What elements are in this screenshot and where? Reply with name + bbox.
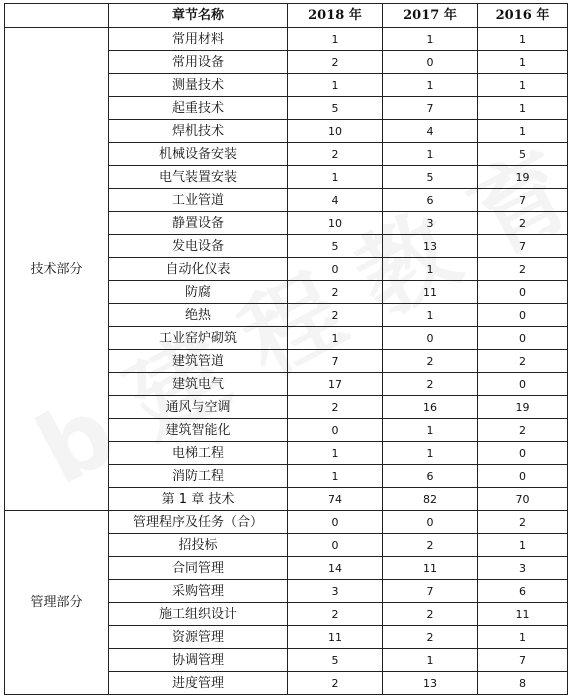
value-2016-cell: 1 [478, 626, 568, 649]
value-2018-cell: 2 [288, 304, 383, 327]
value-2017-cell: 1 [383, 258, 478, 281]
value-2017-cell: 11 [383, 557, 478, 580]
header-2016: 2016 年 [478, 4, 568, 28]
value-2016-cell: 1 [478, 28, 568, 51]
value-2017-cell: 3 [383, 212, 478, 235]
value-2016-cell: 70 [478, 488, 568, 511]
value-2018-cell: 1 [288, 28, 383, 51]
chapter-name-cell: 工业窑炉砌筑 [109, 327, 288, 350]
value-2017-cell: 2 [383, 534, 478, 557]
value-2018-cell: 10 [288, 120, 383, 143]
value-2017-cell: 82 [383, 488, 478, 511]
value-2016-cell: 6 [478, 580, 568, 603]
chapter-name-cell: 协调管理 [109, 649, 288, 672]
chapter-name-cell: 机械设备安装 [109, 143, 288, 166]
value-2016-cell: 7 [478, 235, 568, 258]
chapter-name-cell: 自动化仪表 [109, 258, 288, 281]
value-2017-cell: 1 [383, 143, 478, 166]
value-2018-cell: 14 [288, 557, 383, 580]
value-2017-cell: 0 [383, 327, 478, 350]
value-2018-cell: 74 [288, 488, 383, 511]
value-2018-cell: 10 [288, 212, 383, 235]
chapter-name-cell: 进度管理 [109, 672, 288, 695]
chapter-name-cell: 管理程序及任务（合） [109, 511, 288, 534]
value-2018-cell: 11 [288, 626, 383, 649]
value-2017-cell: 2 [383, 626, 478, 649]
chapter-name-cell: 第 1 章 技术 [109, 488, 288, 511]
value-2018-cell: 17 [288, 373, 383, 396]
value-2018-cell: 2 [288, 143, 383, 166]
chapter-name-cell: 静置设备 [109, 212, 288, 235]
chapter-name-cell: 采购管理 [109, 580, 288, 603]
value-2018-cell: 4 [288, 189, 383, 212]
value-2017-cell: 1 [383, 28, 478, 51]
value-2016-cell: 1 [478, 97, 568, 120]
chapter-name-cell: 通风与空调 [109, 396, 288, 419]
value-2017-cell: 1 [383, 304, 478, 327]
value-2018-cell: 1 [288, 442, 383, 465]
value-2017-cell: 1 [383, 442, 478, 465]
header-2017: 2017 年 [383, 4, 478, 28]
value-2018-cell: 0 [288, 511, 383, 534]
value-2017-cell: 7 [383, 580, 478, 603]
chapter-name-cell: 常用材料 [109, 28, 288, 51]
value-2017-cell: 16 [383, 396, 478, 419]
value-2017-cell: 1 [383, 649, 478, 672]
value-2017-cell: 13 [383, 672, 478, 695]
value-2017-cell: 1 [383, 419, 478, 442]
value-2016-cell: 2 [478, 350, 568, 373]
chapter-name-cell: 施工组织设计 [109, 603, 288, 626]
chapter-score-table [4, 3, 568, 695]
chapter-name-cell: 建筑电气 [109, 373, 288, 396]
chapter-name-cell: 绝热 [109, 304, 288, 327]
chapter-name-cell: 工业管道 [109, 189, 288, 212]
value-2016-cell: 0 [478, 304, 568, 327]
value-2016-cell: 5 [478, 143, 568, 166]
value-2016-cell: 0 [478, 327, 568, 350]
section-label: 管理部分 [5, 511, 109, 695]
value-2018-cell: 5 [288, 235, 383, 258]
chapter-name-cell: 发电设备 [109, 235, 288, 258]
chapter-name-cell: 建筑智能化 [109, 419, 288, 442]
value-2016-cell: 3 [478, 557, 568, 580]
value-2018-cell: 7 [288, 350, 383, 373]
value-2016-cell: 11 [478, 603, 568, 626]
value-2018-cell: 2 [288, 603, 383, 626]
value-2017-cell: 0 [383, 51, 478, 74]
value-2016-cell: 1 [478, 120, 568, 143]
value-2017-cell: 4 [383, 120, 478, 143]
value-2017-cell: 0 [383, 511, 478, 534]
chapter-name-cell: 电气装置安装 [109, 166, 288, 189]
value-2016-cell: 2 [478, 511, 568, 534]
value-2018-cell: 5 [288, 649, 383, 672]
value-2018-cell: 2 [288, 51, 383, 74]
header-chapter-name: 章节名称 [109, 4, 288, 28]
value-2016-cell: 2 [478, 419, 568, 442]
value-2018-cell: 5 [288, 97, 383, 120]
value-2017-cell: 6 [383, 189, 478, 212]
chapter-name-cell: 防腐 [109, 281, 288, 304]
table-header-row [5, 4, 568, 28]
value-2016-cell: 8 [478, 672, 568, 695]
value-2016-cell: 2 [478, 212, 568, 235]
chapter-name-cell: 焊机技术 [109, 120, 288, 143]
value-2018-cell: 1 [288, 327, 383, 350]
value-2017-cell: 5 [383, 166, 478, 189]
header-blank [5, 4, 109, 28]
chapter-name-cell: 电梯工程 [109, 442, 288, 465]
table-row [5, 511, 568, 534]
value-2018-cell: 0 [288, 534, 383, 557]
chapter-name-cell: 起重技术 [109, 97, 288, 120]
table-row [5, 28, 568, 51]
chapter-name-cell: 建筑管道 [109, 350, 288, 373]
value-2016-cell: 7 [478, 189, 568, 212]
value-2016-cell: 0 [478, 442, 568, 465]
value-2016-cell: 1 [478, 534, 568, 557]
value-2016-cell: 0 [478, 281, 568, 304]
value-2018-cell: 2 [288, 396, 383, 419]
table-body [5, 28, 568, 695]
chapter-name-cell: 招投标 [109, 534, 288, 557]
value-2018-cell: 2 [288, 672, 383, 695]
value-2017-cell: 6 [383, 465, 478, 488]
value-2018-cell: 0 [288, 419, 383, 442]
value-2016-cell: 19 [478, 166, 568, 189]
chapter-name-cell: 常用设备 [109, 51, 288, 74]
value-2017-cell: 1 [383, 74, 478, 97]
value-2016-cell: 7 [478, 649, 568, 672]
value-2017-cell: 11 [383, 281, 478, 304]
value-2016-cell: 1 [478, 51, 568, 74]
value-2017-cell: 13 [383, 235, 478, 258]
value-2016-cell: 0 [478, 373, 568, 396]
value-2016-cell: 0 [478, 465, 568, 488]
value-2018-cell: 3 [288, 580, 383, 603]
value-2018-cell: 1 [288, 465, 383, 488]
header-2018: 2018 年 [288, 4, 383, 28]
value-2018-cell: 1 [288, 166, 383, 189]
value-2017-cell: 2 [383, 373, 478, 396]
chapter-name-cell: 消防工程 [109, 465, 288, 488]
value-2017-cell: 7 [383, 97, 478, 120]
value-2017-cell: 2 [383, 350, 478, 373]
value-2018-cell: 1 [288, 74, 383, 97]
value-2017-cell: 2 [383, 603, 478, 626]
value-2018-cell: 2 [288, 281, 383, 304]
chapter-name-cell: 合同管理 [109, 557, 288, 580]
value-2016-cell: 19 [478, 396, 568, 419]
value-2016-cell: 2 [478, 258, 568, 281]
value-2018-cell: 0 [288, 258, 383, 281]
chapter-name-cell: 测量技术 [109, 74, 288, 97]
chapter-name-cell: 资源管理 [109, 626, 288, 649]
value-2016-cell: 1 [478, 74, 568, 97]
section-label: 技术部分 [5, 28, 109, 511]
